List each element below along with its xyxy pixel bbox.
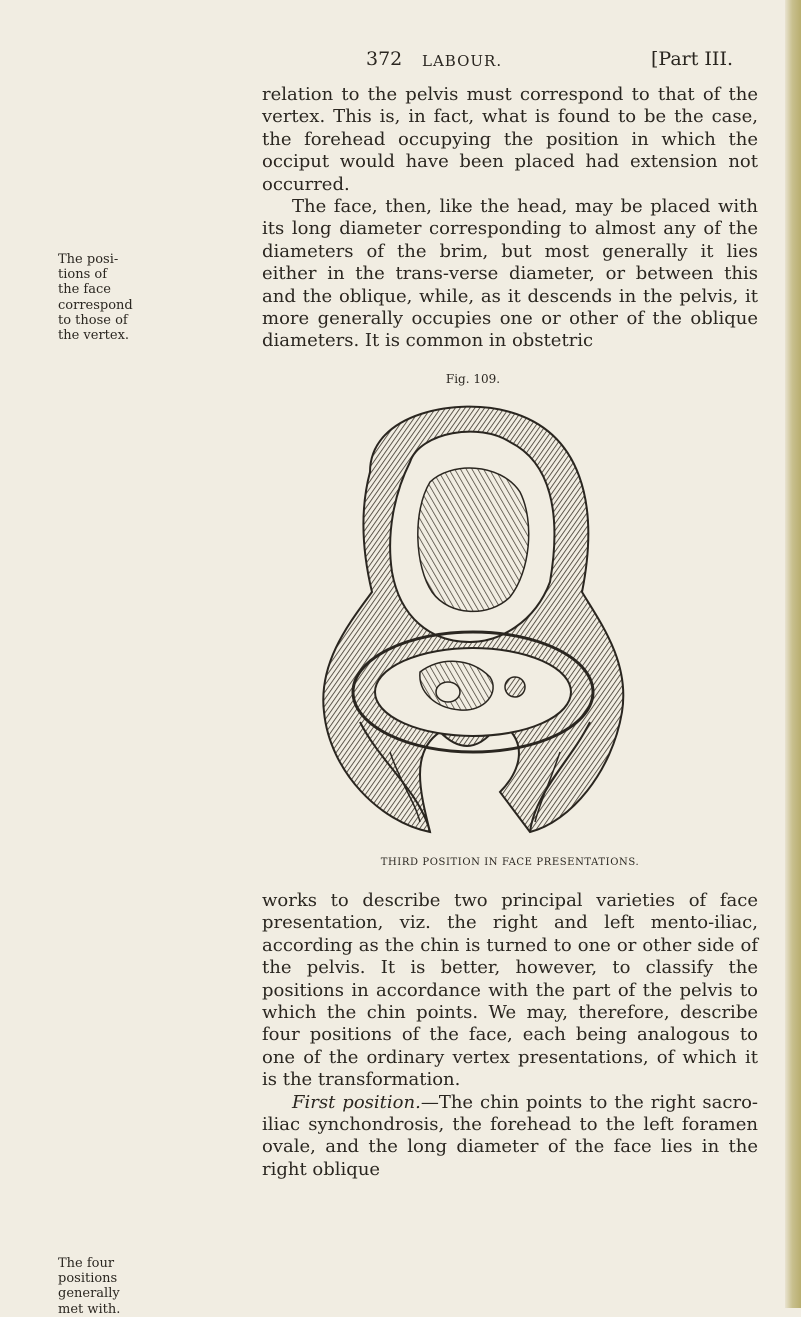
pelvis-illustration <box>300 392 646 852</box>
paragraph: relation to the pelvis must correspond to that of the vertex. This is, in fact, what is found to be the case, the forehead occupying the position in which the occiput would have been placed had extension not occurred. <box>262 84 758 195</box>
paragraph: The face, then, like the head, may be placed with its long diameter corresponding to almost any of the diameters of the brim, but most generally it lies either in the trans-verse diameter, or between this and the oblique, while, as it descends in the pelvis, it more generally occupies one or other of the oblique diameters. It is common in obstetric <box>262 196 758 352</box>
paragraph-text: works to describe two principal varieties of face presentation, viz. the right and left mento-iliac, according as the chin is turned to one or other side of the pelvis. It is better, however, to classify the positions in accordance with the part of the pelvis to which the chin points. We may, therefore, describe four positions of the face, each being analogous to one of the ordinary vertex presentations, of which it is the transformation. <box>262 890 758 1091</box>
running-header <box>0 48 801 78</box>
running-title: LABOUR. <box>422 52 503 70</box>
text-block-top <box>262 84 758 353</box>
page-edge-shadow <box>785 0 801 1308</box>
text-block-bottom <box>262 890 758 1181</box>
paragraph-lead: First position. <box>292 1091 421 1113</box>
sidenote-positions-correspond: The posi-tions of the face correspond to those of the vertex. <box>58 252 133 344</box>
page-number: 372 <box>366 48 403 70</box>
paragraph <box>262 890 758 1092</box>
paragraph-text: —The chin points to the right sacro-iliac synchondrosis, the forehead to the left foramen ovale, and the long diameter of the face lies in the right oblique <box>262 1091 758 1180</box>
paragraph <box>262 1092 758 1182</box>
figure-label: Fig. 109. <box>445 372 501 386</box>
figure-caption: THIRD POSITION IN FACE PRESENTATIONS. <box>380 857 640 868</box>
sidenote-four-positions: The four positions generally met with. <box>58 1256 121 1317</box>
part-label: [Part III. <box>651 48 733 70</box>
